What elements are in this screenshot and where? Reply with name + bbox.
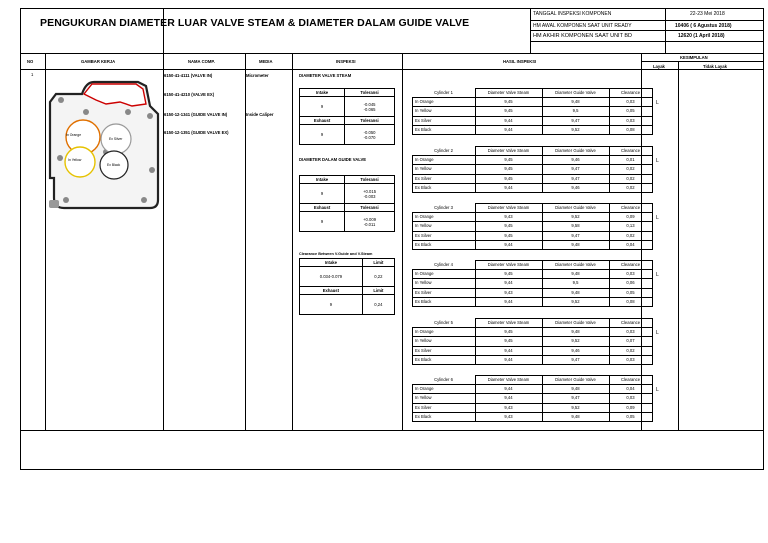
valve-steam-cell: 9,43 — [475, 412, 542, 421]
valve-position-cell: In Orange — [413, 213, 476, 222]
valve-position-cell: In Yellow — [413, 279, 476, 288]
valve-position-cell: Ex Silver — [413, 403, 476, 412]
clearance-cell: 0,08 — [609, 125, 652, 134]
valve-steam-cell: 9,45 — [475, 98, 542, 107]
clearance-cell: 0,02 — [609, 346, 652, 355]
component-valve-ex: 6150-41-4210 (VALVE EX) — [164, 92, 215, 97]
valve-steam-cell: 9,45 — [475, 222, 542, 231]
valve-position-cell: Ex Silver — [413, 346, 476, 355]
guide-valve-cell: 9,48 — [542, 240, 609, 249]
body-bottom-line — [20, 430, 764, 431]
meta-line — [530, 41, 764, 42]
hm-awal-value: 10406 ( 6 Agustus 2018) — [675, 23, 732, 29]
guide-intake-tol-lower: -0.003 — [363, 193, 376, 199]
clearance-cell: 0,03 — [609, 270, 652, 279]
header-media: MEDIA — [259, 59, 273, 64]
valve-intake-tol-upper: -0.045 — [363, 101, 376, 107]
header-gambar: GAMBAR KERJA — [81, 59, 116, 64]
guide-valve-cell: 9,52 — [542, 403, 609, 412]
col-line — [678, 61, 679, 430]
valve-position-cell: In Orange — [413, 98, 476, 107]
valve-position-cell: Ex Silver — [413, 288, 476, 297]
valve-steam-spec-table — [299, 88, 395, 145]
column-header: Clearance — [609, 319, 652, 328]
valve-steam-cell: 9,44 — [475, 385, 542, 394]
valve-steam-cell: 9,44 — [475, 355, 542, 364]
cylinder-table — [412, 146, 653, 193]
valve-position-cell: In Yellow — [413, 165, 476, 174]
guide-valve-cell: 9,48 — [542, 98, 609, 107]
cylinder-table — [412, 260, 653, 307]
guide-exhaust-tol-lower: -0.011 — [363, 221, 376, 227]
guide-valve-cell: 9,47 — [542, 355, 609, 364]
column-header: Diameter Guide Valve — [542, 319, 609, 328]
clearance-cell: 0,07 — [609, 337, 652, 346]
guide-valve-cell: 9,52 — [542, 297, 609, 306]
table-row — [413, 412, 653, 421]
intake-label: Intake — [300, 176, 345, 184]
cylinder-name: Cylinder 1 — [434, 89, 453, 95]
cylinder-table — [412, 203, 653, 250]
column-header: Diameter Valve Steam — [475, 147, 542, 156]
table-row — [413, 231, 653, 240]
col-line — [245, 53, 246, 430]
header-layak: Layak — [653, 64, 665, 69]
valve-position-cell: In Yellow — [413, 337, 476, 346]
cylinder-table — [412, 375, 653, 422]
clearance-cell: 0,04 — [609, 385, 652, 394]
valve-exhaust-tol-upper: -0.050 — [363, 129, 376, 135]
guide-intake-tol-upper: +0.015 — [363, 188, 377, 194]
clearance-cell: 0,02 — [609, 165, 652, 174]
guide-valve-cell: 9,48 — [542, 270, 609, 279]
guide-valve-cell: 9,5 — [542, 279, 609, 288]
guide-valve-cell: 9,5 — [542, 107, 609, 116]
guide-valve-cell: 9,52 — [542, 337, 609, 346]
clearance-cell: 0,03 — [609, 355, 652, 364]
guide-valve-cell: 9,47 — [542, 231, 609, 240]
valve-steam-cell: 9,45 — [475, 174, 542, 183]
table-row — [413, 174, 653, 183]
valve-steam-cell: 9,45 — [475, 337, 542, 346]
toleransi-label: Toleransi — [345, 117, 395, 125]
table-row — [413, 279, 653, 288]
valve-steam-cell: 9,44 — [475, 346, 542, 355]
column-header: Clearance — [609, 204, 652, 213]
valve-position-cell: Ex Black — [413, 183, 476, 192]
cylinder-table — [412, 318, 653, 365]
clearance-cell: 0,06 — [609, 279, 652, 288]
label-ex-silver: Ex Silver — [109, 137, 123, 141]
valve-position-cell: In Orange — [413, 270, 476, 279]
clearance-cell: 0,03 — [609, 116, 652, 125]
limit-label: Limit — [362, 259, 394, 267]
column-header: Diameter Guide Valve — [542, 261, 609, 270]
hm-akhir-label: HM AKHIR KOMPONEN SAAT UNIT BD — [533, 33, 633, 39]
col-line — [402, 53, 403, 430]
kesimpulan-layak-mark: L — [656, 387, 659, 393]
header-top-line — [20, 53, 764, 54]
valve-exhaust-nominal: 9 — [300, 125, 345, 145]
table-row — [413, 165, 653, 174]
guide-exhaust-nominal: 9 — [300, 212, 345, 232]
column-header: Diameter Guide Valve — [542, 204, 609, 213]
component-guide-ex: 6150-12-1351 (GUIDE VALVE EX) — [164, 130, 229, 135]
header-hasil: HASIL INSPEKSI — [503, 59, 537, 64]
guide-valve-cell: 9,46 — [542, 156, 609, 165]
cylinder-table — [412, 88, 653, 135]
clearance-spec-table — [299, 258, 395, 315]
guide-intake-nominal: 9 — [300, 184, 345, 204]
toleransi-label: Toleransi — [345, 176, 395, 184]
kesimpulan-split — [641, 61, 764, 62]
valve-steam-cell: 9,45 — [475, 165, 542, 174]
hm-awal-label: HM AWAL KOMPONEN SAAT UNIT READY — [533, 23, 632, 29]
valve-steam-cell: 9,45 — [475, 270, 542, 279]
header-inspeksi: INSPEKSI — [336, 59, 356, 64]
guide-valve-cell: 9,48 — [542, 328, 609, 337]
toleransi-label: Toleransi — [345, 89, 395, 97]
clearance-exhaust-nominal: 9 — [300, 295, 363, 315]
page-title: PENGUKURAN DIAMETER LUAR VALVE STEAM & DIAMETER DALAM GUIDE VALVE — [40, 17, 470, 29]
label-in-orange: In Orange — [66, 133, 82, 137]
table-row — [413, 297, 653, 306]
column-header: Clearance — [609, 89, 652, 98]
clearance-cell: 0,03 — [609, 394, 652, 403]
limit-label: Limit — [362, 287, 394, 295]
table-row — [413, 107, 653, 116]
valve-position-cell: In Orange — [413, 328, 476, 337]
guide-valve-cell: 9,46 — [542, 183, 609, 192]
valve-steam-cell: 9,44 — [475, 394, 542, 403]
cylinder-name: Cylinder 5 — [434, 319, 453, 325]
clearance-exhaust-limit: 0,24 — [362, 295, 394, 315]
kesimpulan-layak-mark: L — [656, 330, 659, 336]
cylinder-head-gasket-drawing — [46, 72, 162, 212]
guide-valve-cell: 9,48 — [542, 412, 609, 421]
valve-position-cell: In Yellow — [413, 222, 476, 231]
exhaust-label: Exhaust — [300, 287, 363, 295]
valve-exhaust-tol-lower: -0.070 — [363, 134, 376, 140]
table-row — [413, 288, 653, 297]
header-no: NO — [27, 59, 34, 64]
column-header: Diameter Valve Steam — [475, 261, 542, 270]
clearance-cell: 0,09 — [609, 213, 652, 222]
clearance-cell: 0,05 — [609, 412, 652, 421]
valve-position-cell: In Yellow — [413, 107, 476, 116]
label-in-yellow: In Yellow — [68, 158, 82, 162]
meta-line — [530, 30, 764, 31]
table-row — [413, 183, 653, 192]
kesimpulan-layak-mark: L — [656, 215, 659, 221]
guide-valve-cell: 9,48 — [542, 385, 609, 394]
valve-steam-cell: 9,45 — [475, 107, 542, 116]
guide-valve-cell: 9,52 — [542, 213, 609, 222]
valve-position-cell: In Orange — [413, 385, 476, 394]
table-row — [413, 403, 653, 412]
clearance-cell: 0,13 — [609, 222, 652, 231]
table-row — [413, 240, 653, 249]
valve-steam-cell: 9,43 — [475, 213, 542, 222]
guide-valve-cell: 9,47 — [542, 394, 609, 403]
valve-steam-cell: 9,45 — [475, 328, 542, 337]
column-header: Clearance — [609, 147, 652, 156]
cylinder-name: Cylinder 3 — [434, 204, 453, 210]
valve-position-cell: Ex Black — [413, 297, 476, 306]
cylinder-name: Cylinder 4 — [434, 261, 453, 267]
guide-exhaust-tol-upper: +0.009 — [363, 216, 377, 222]
valve-steam-cell: 9,43 — [475, 288, 542, 297]
header-kesimpulan: KESIMPULAN — [680, 55, 708, 60]
media-caliper: Inside Caliper — [246, 112, 274, 117]
table-row — [413, 125, 653, 134]
table-row — [413, 270, 653, 279]
clearance-cell: 0,04 — [609, 240, 652, 249]
guide-valve-spec-table — [299, 175, 395, 232]
valve-position-cell: Ex Black — [413, 412, 476, 421]
valve-position-cell: In Yellow — [413, 394, 476, 403]
table-row — [413, 98, 653, 107]
table-row — [413, 394, 653, 403]
table-row — [413, 156, 653, 165]
valve-position-cell: Ex Silver — [413, 174, 476, 183]
label-ex-black: Ex Black — [107, 163, 121, 167]
table-row — [413, 116, 653, 125]
valve-steam-cell: 9,43 — [475, 403, 542, 412]
guide-valve-cell: 9,58 — [542, 222, 609, 231]
clearance-cell: 0,05 — [609, 107, 652, 116]
component-guide-in: 6150-12-1341 (GUIDE VALVE IN) — [164, 112, 228, 117]
cylinder-name: Cylinder 6 — [434, 376, 453, 382]
clearance-title: Clearance Between V.Guide and V.Steam — [299, 252, 373, 256]
valve-steam-cell: 9,44 — [475, 183, 542, 192]
column-header: Diameter Guide Valve — [542, 147, 609, 156]
clearance-cell: 0,03 — [609, 328, 652, 337]
table-row — [413, 328, 653, 337]
toleransi-label: Toleransi — [345, 204, 395, 212]
valve-position-cell: In Orange — [413, 156, 476, 165]
exhaust-label: Exhaust — [300, 117, 345, 125]
valve-steam-cell: 9,44 — [475, 125, 542, 134]
column-header: Diameter Guide Valve — [542, 376, 609, 385]
valve-steam-title: DIAMETER VALVE STEAM — [299, 73, 352, 78]
valve-steam-cell: 9,44 — [475, 279, 542, 288]
valve-position-cell: Ex Black — [413, 125, 476, 134]
kesimpulan-layak-mark: L — [656, 272, 659, 278]
valve-intake-tol-lower: -0.065 — [363, 106, 376, 112]
clearance-intake-limit: 0,22 — [362, 267, 394, 287]
valve-position-cell: Ex Black — [413, 240, 476, 249]
intake-label: Intake — [300, 259, 363, 267]
inspection-date-value: 22-23 Mei 2018 — [690, 11, 725, 17]
column-header: Clearance — [609, 261, 652, 270]
header-bottom-line — [20, 69, 764, 70]
clearance-cell: 0,09 — [609, 403, 652, 412]
exhaust-label: Exhaust — [300, 204, 345, 212]
inspection-date-label: TANGGAL INSPEKSI KOMPONEN — [533, 11, 612, 17]
valve-position-cell: Ex Silver — [413, 231, 476, 240]
valve-steam-cell: 9,45 — [475, 231, 542, 240]
valve-steam-cell: 9,45 — [475, 156, 542, 165]
clearance-cell: 0,05 — [609, 288, 652, 297]
column-header: Diameter Valve Steam — [475, 376, 542, 385]
hm-akhir-value: 12620 (1 April 2018) — [678, 33, 725, 39]
header-nama: NAMA COMP. — [188, 59, 215, 64]
guide-valve-cell: 9,47 — [542, 174, 609, 183]
table-row — [413, 346, 653, 355]
header-tidak-layak: Tidak Layak — [703, 64, 727, 69]
kesimpulan-layak-mark: L — [656, 100, 659, 106]
valve-intake-nominal: 9 — [300, 97, 345, 117]
col-line — [163, 8, 164, 430]
intake-label: Intake — [300, 89, 345, 97]
guide-valve-title: DIAMETER DALAM GUIDE VALVE — [299, 157, 367, 162]
column-header: Diameter Valve Steam — [475, 319, 542, 328]
valve-steam-cell: 9,44 — [475, 297, 542, 306]
cylinder-name: Cylinder 2 — [434, 147, 453, 153]
guide-valve-cell: 9,46 — [542, 346, 609, 355]
component-valve-in: 6150-41-4111 (VALVE IN) — [164, 73, 213, 78]
table-row — [413, 385, 653, 394]
clearance-cell: 0,02 — [609, 231, 652, 240]
guide-valve-cell: 9,47 — [542, 116, 609, 125]
meta-line — [530, 20, 764, 21]
table-row — [413, 222, 653, 231]
valve-steam-cell: 9,44 — [475, 240, 542, 249]
clearance-intake-range: 0.034-0.079 — [300, 267, 363, 287]
table-row — [413, 213, 653, 222]
guide-valve-cell: 9,47 — [542, 165, 609, 174]
media-micrometer: Micrometer — [246, 73, 269, 78]
column-header: Clearance — [609, 376, 652, 385]
valve-position-cell: Ex Black — [413, 355, 476, 364]
guide-valve-cell: 9,48 — [542, 288, 609, 297]
table-row — [413, 355, 653, 364]
clearance-cell: 0,01 — [609, 156, 652, 165]
guide-valve-cell: 9,52 — [542, 125, 609, 134]
row-number: 1 — [31, 72, 34, 77]
clearance-cell: 0,02 — [609, 183, 652, 192]
valve-position-cell: Ex Silver — [413, 116, 476, 125]
valve-steam-cell: 9,44 — [475, 116, 542, 125]
clearance-cell: 0,02 — [609, 174, 652, 183]
clearance-cell: 0,08 — [609, 297, 652, 306]
column-header: Diameter Valve Steam — [475, 89, 542, 98]
clearance-cell: 0,03 — [609, 98, 652, 107]
column-header: Diameter Guide Valve — [542, 89, 609, 98]
col-line — [292, 53, 293, 430]
column-header: Diameter Valve Steam — [475, 204, 542, 213]
table-row — [413, 337, 653, 346]
kesimpulan-layak-mark: L — [656, 158, 659, 164]
